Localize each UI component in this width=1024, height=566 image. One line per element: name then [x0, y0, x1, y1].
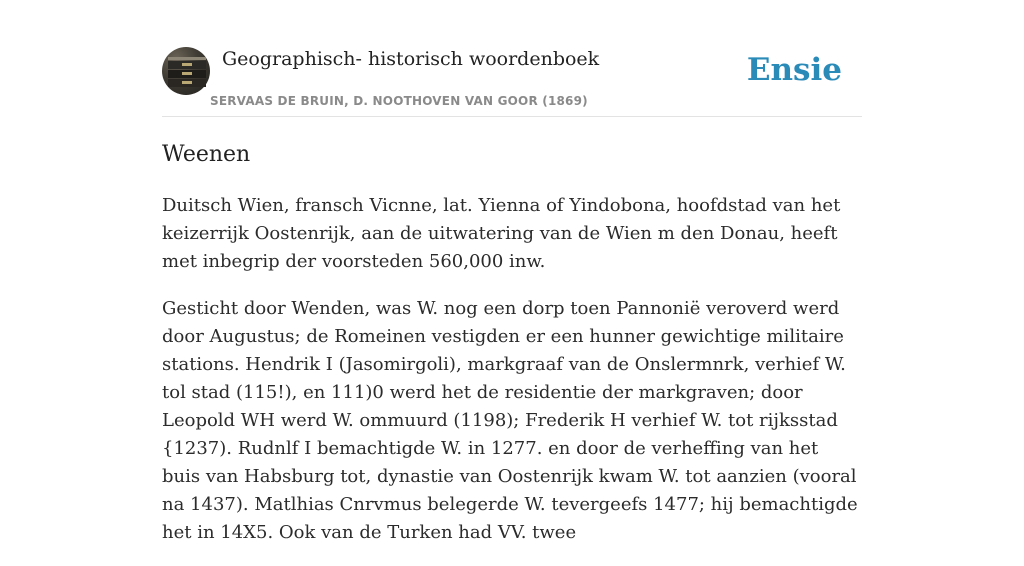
book-authors: SERVAAS DE BRUIN, D. NOOTHOVEN VAN GOOR (1869)	[210, 94, 588, 108]
entry-body	[162, 192, 862, 566]
book-cover-icon[interactable]	[162, 47, 210, 95]
entry-title: Weenen	[162, 142, 251, 167]
entry-paragraph: Gesticht door Wenden, was W. nog een dorp toen Pannonië veroverd werd door Augustus; de Romeinen vestigden er een hunner gewichtige militaire stations. Hendrik I (Jasomirgoli), markgraaf van de Onslermnrk, verhief W. tol stad (115!), en 111)0 werd het de residentie der markgraven; door Leopold WH werd W. ommuurd (1198); Frederik H verhief W. tot rijksstad {1237). Rudnlf I bemachtigde W. in 1277. en door de verheffing van het buis van Habsburg tot, dynastie van Oostenrijk kwam W. tot aanzien (vooral na 1437). Matlhias Cnrvmus belegerde W. tevergeefs 1477; hij bemachtigde het in 14X5. Ook van de Turken had VV. twee	[162, 298, 858, 543]
book-header	[162, 46, 862, 117]
entry-paragraph: Duitsch Wien, fransch Vicnne, lat. Yienna of Yindobona, hoofdstad van het keizerrijk Oostenrijk, aan de uitwatering van de Wien m den Donau, heeft met inbegrip der voorsteden 560,000 inw.	[162, 195, 841, 272]
ensie-logo[interactable]: Ensie	[746, 52, 842, 88]
book-title[interactable]: Geographisch- historisch woordenboek	[222, 48, 600, 70]
